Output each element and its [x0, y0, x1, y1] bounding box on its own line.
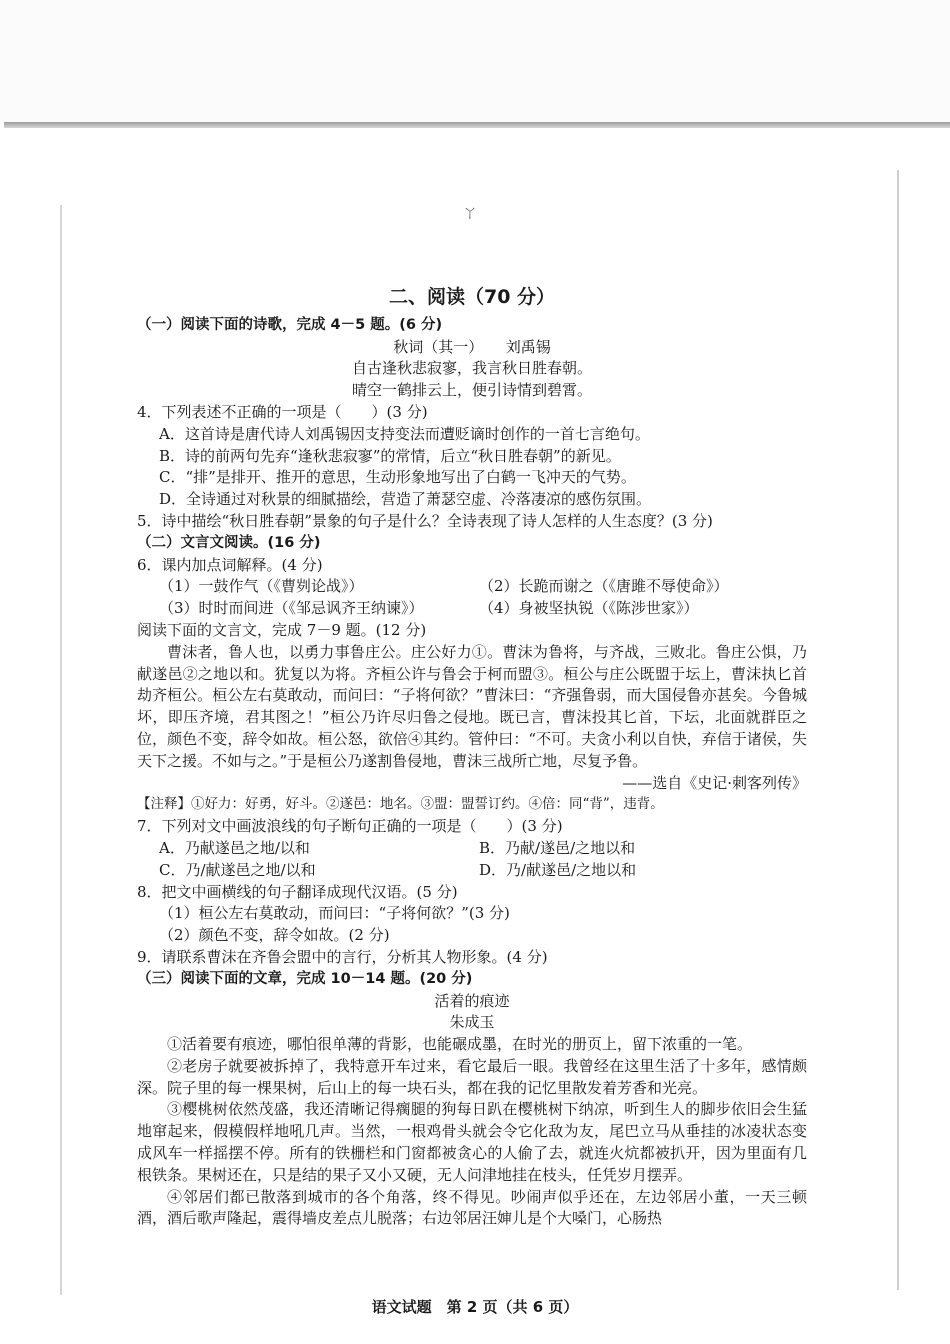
- essay-paragraph-1: ①活着要有痕迹，哪怕很单薄的背影，也能碾成墨，在时光的册页上，留下浓重的一笔。: [167, 1035, 753, 1054]
- q6-item-3: （3）时时而间进（《邹忌讽齐王纳谏》）: [159, 599, 424, 618]
- question-5: 5．诗中描绘“秋日胜春朝”景象的句子是什么？全诗表现了诗人怎样的人生态度？(3 分): [137, 511, 713, 530]
- essay-title: 活着的痕迹: [434, 991, 510, 1010]
- question-4: 4．下列表述不正确的一项是（ ）(3 分): [137, 402, 428, 421]
- scan-left-edge: [60, 205, 62, 1295]
- part1-heading: （一）阅读下面的诗歌，完成 4－5 题。(6 分): [137, 316, 443, 333]
- question-6: 6．课内加点词解释。(4 分): [137, 555, 323, 574]
- q8-item-2: （2）颜色不变，辞令如故。(2 分): [159, 926, 390, 945]
- q4-option-a: A．这首诗是唐代诗人刘禹锡因支持变法而遭贬谪时创作的一首七言绝句。: [159, 424, 650, 443]
- classical-text-notes: 【注释】①好力：好勇，好斗。②遂邑：地名。③盟：盟誓订约。④倍：同“背”，违背。: [137, 796, 664, 813]
- part3-heading: （三）阅读下面的文章，完成 10－14 题。(20 分): [137, 970, 473, 987]
- q4-option-c: C．“排”是排开、推开的意思，生动形象地写出了白鹤一飞冲天的气势。: [159, 468, 636, 487]
- q6-row-1: [137, 576, 807, 598]
- q8-item-1: （1）桓公左右莫敢动，而问曰：“子将何欲？”(3 分): [159, 904, 510, 923]
- question-9: 9．请联系曹沫在齐鲁会盟中的言行，分析其人物形象。(4 分): [137, 947, 548, 966]
- q7-option-b: B．乃献/遂邑/之地以和: [479, 838, 636, 857]
- part2-heading: （二）文言文阅读。(16 分): [137, 534, 321, 551]
- poem-title: 秋词（其一） 刘禹锡: [393, 337, 551, 356]
- classical-text: 曹沫者，鲁人也，以勇力事鲁庄公。庄公好力①。曹沫为鲁将，与齐战，三败北。鲁庄公惧，乃献遂邑②之地以和。犹复以为将。齐桓公许与鲁会于柯而盟③。桓公与庄公既盟于坛上，曹沫执匕首劫齐桓公。桓公左右莫敢动，而问曰：“子将何欲？”曹沫曰：“齐强鲁弱，而大国侵鲁亦甚矣。今鲁城坏，即压齐境，君其图之！”桓公乃许尽归鲁之侵地。既已言，曹沫投其匕首，下坛，北面就群臣之位，颜色不变，辞令如故。桓公怒，欲倍④其约。管仲曰：“不可。夫贪小利以自快，弃信于诸侯，失天下之援。不如与之。”于是桓公乃遂割鲁侵地，曹沫三战所亡地，尽复予鲁。: [137, 642, 807, 770]
- q7-option-d: D．乃/献遂邑/之地以和: [479, 860, 637, 879]
- scan-right-edge: [897, 170, 899, 1290]
- q7-option-c: C．乃/献遂邑之地/以和: [159, 860, 316, 879]
- classical-text-intro: 阅读下面的文言文，完成 7－9 题。(12 分): [137, 620, 427, 639]
- scan-page-edge: [4, 122, 950, 128]
- q6-item-1: （1）一鼓作气（《曹刿论战》）: [159, 577, 364, 596]
- q7-option-a: A．乃献遂邑之地/以和: [159, 838, 310, 857]
- poem-line-2: 晴空一鹤排云上，便引诗情到碧霄。: [351, 381, 592, 400]
- q6-item-4: （4）身被坚执锐（《陈涉世家》）: [479, 599, 699, 618]
- scan-top-margin: [0, 0, 950, 122]
- essay-paragraph-4: ④邻居们都已散落到城市的各个角落，终不得见。吵闹声似乎还在，左边邻居小董，一天三顿酒，酒后歌声隆起，震得墙皮差点儿脱落；右边邻居汪婶儿是个大嗓门，心肠热: [137, 1187, 807, 1228]
- page-footer: 语文试题 第 2 页（共 6 页）: [371, 1298, 579, 1316]
- section-title: 二、阅读（70 分）: [388, 286, 556, 308]
- q6-row-2: [137, 598, 807, 620]
- q6-item-2: （2）长跪而谢之（《唐雎不辱使命》）: [479, 577, 729, 596]
- q4-option-b: B．诗的前两句先弃“逢秋悲寂寥”的常情，后立“秋日胜春朝”的新见。: [159, 446, 621, 465]
- exam-page-content: [137, 287, 807, 1230]
- q4-option-d: D．全诗通过对秋景的细腻描绘，营造了萧瑟空虚、冷落凄凉的感伤氛围。: [159, 490, 652, 509]
- q7-row-2: [137, 860, 807, 882]
- question-8: 8．把文中画横线的句子翻译成现代汉语。(5 分): [137, 882, 458, 901]
- essay-author: 朱成玉: [449, 1013, 495, 1032]
- binding-mark: ㄚ: [462, 203, 479, 222]
- essay-paragraph-3: ③樱桃树依然茂盛，我还清晰记得瘸腿的狗每日趴在樱桃树下纳凉，听到生人的脚步依旧会生猛地窜起来，假模假样地吼几声。当然，一根鸡骨头就会令它化敌为友，尾巴立马从垂挂的冰凌状态变成风车一样摇摆不停。所有的铁栅栏和门窗都被贪心的人偷了去，就连火炕都被扒开，因为里面有几根铁条。果树还在，只是结的果子又小又硬，无人问津地挂在枝头，任凭岁月摆弄。: [137, 1100, 807, 1184]
- poem-line-1: 自古逢秋悲寂寥，我言秋日胜春朝。: [351, 359, 592, 378]
- question-7: 7．下列对文中画波浪线的句子断句正确的一项是（ ）(3 分): [137, 817, 563, 836]
- essay-paragraph-2: ②老房子就要被拆掉了，我特意开车过来，看它最后一眼。我曾经在这里生活了十多年，感情颇深。院子里的每一棵果树，后山上的每一块石头，都在我的记忆里散发着芳香和光亮。: [137, 1056, 807, 1097]
- classical-text-source: ——选自《史记·刺客列传》: [622, 773, 807, 792]
- q7-row-1: [137, 838, 807, 860]
